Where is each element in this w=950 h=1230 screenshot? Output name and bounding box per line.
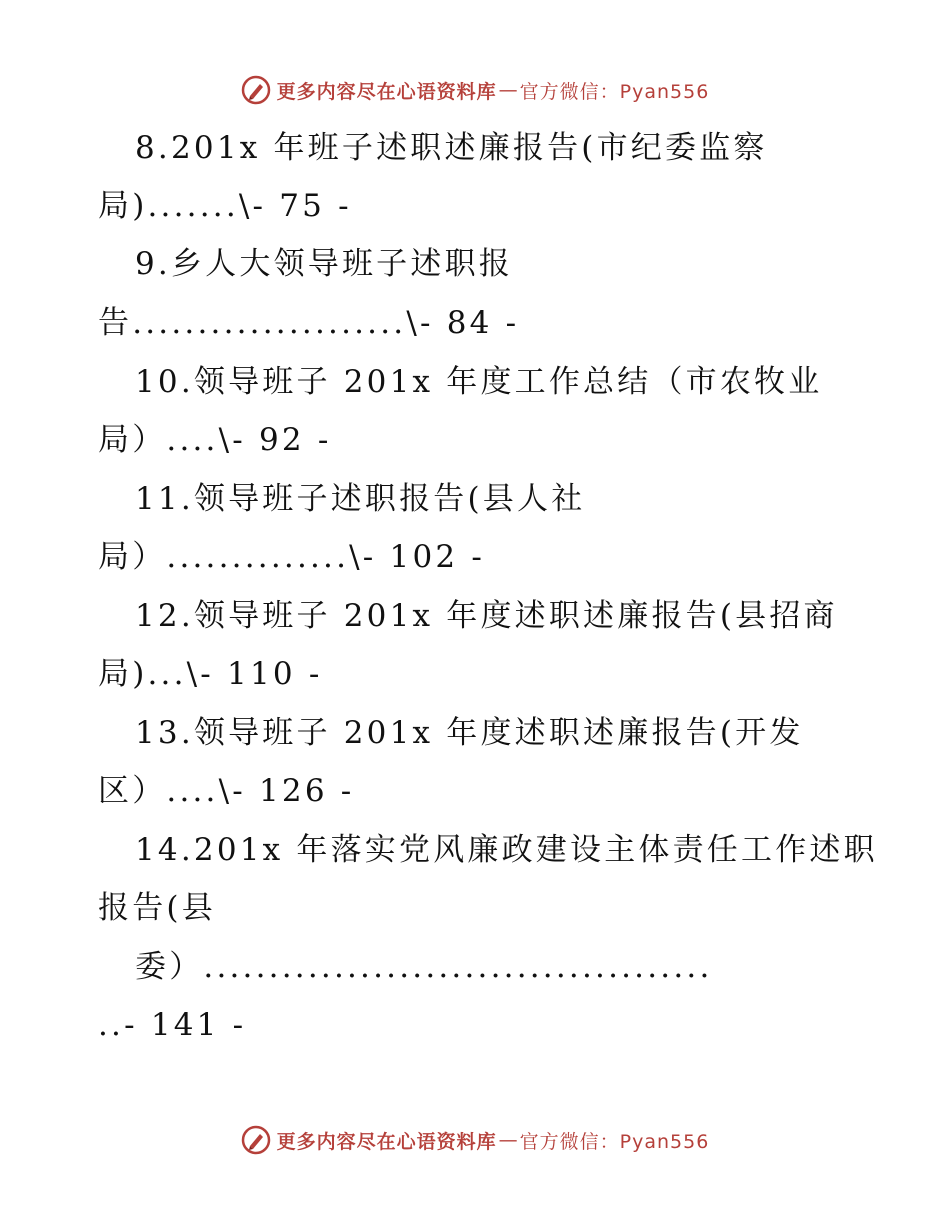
pen-logo-icon bbox=[241, 75, 271, 105]
toc-line: 委）....................................... bbox=[135, 949, 713, 985]
toc-line: 13.领导班子 201x 年度述职述廉报告(开发 bbox=[135, 715, 804, 751]
watermark-right-text: 官方微信：Pyan556 bbox=[519, 80, 710, 103]
toc-line: 局).......\- 75 - bbox=[98, 188, 352, 224]
header-watermark bbox=[0, 72, 950, 108]
toc-line: 区）....\- 126 - bbox=[98, 773, 355, 809]
toc-line: ..- 141 - bbox=[98, 1007, 247, 1043]
footer-watermark bbox=[0, 1122, 950, 1158]
watermark-separator: — bbox=[498, 79, 518, 101]
toc-line: 局）..............\- 102 - bbox=[98, 539, 486, 575]
watermark-left-text: 更多内容尽在心语资料库 bbox=[276, 80, 497, 103]
toc-line: 11.领导班子述职报告(县人社 bbox=[135, 481, 586, 517]
toc-line: 告.....................\- 84 - bbox=[98, 305, 520, 341]
toc-line: 12.领导班子 201x 年度述职述廉报告(县招商 bbox=[135, 598, 838, 634]
toc-line: 局）....\- 92 - bbox=[98, 422, 332, 458]
watermark-left-text: 更多内容尽在心语资料库 bbox=[276, 1130, 497, 1153]
toc-line: 8.201x 年班子述职述廉报告(市纪委监察 bbox=[135, 130, 768, 166]
toc-line: 报告(县 bbox=[98, 890, 216, 926]
pen-logo-icon bbox=[241, 1125, 271, 1155]
watermark-right-text: 官方微信：Pyan556 bbox=[519, 1130, 710, 1153]
toc-line: 局)...\- 110 - bbox=[98, 656, 323, 692]
watermark-separator: — bbox=[498, 1129, 518, 1151]
toc-line: 9.乡人大领导班子述职报 bbox=[135, 246, 513, 282]
toc-line: 10.领导班子 201x 年度工作总结（市农牧业 bbox=[135, 364, 823, 400]
toc-line: 14.201x 年落实党风廉政建设主体责任工作述职 bbox=[135, 832, 878, 868]
